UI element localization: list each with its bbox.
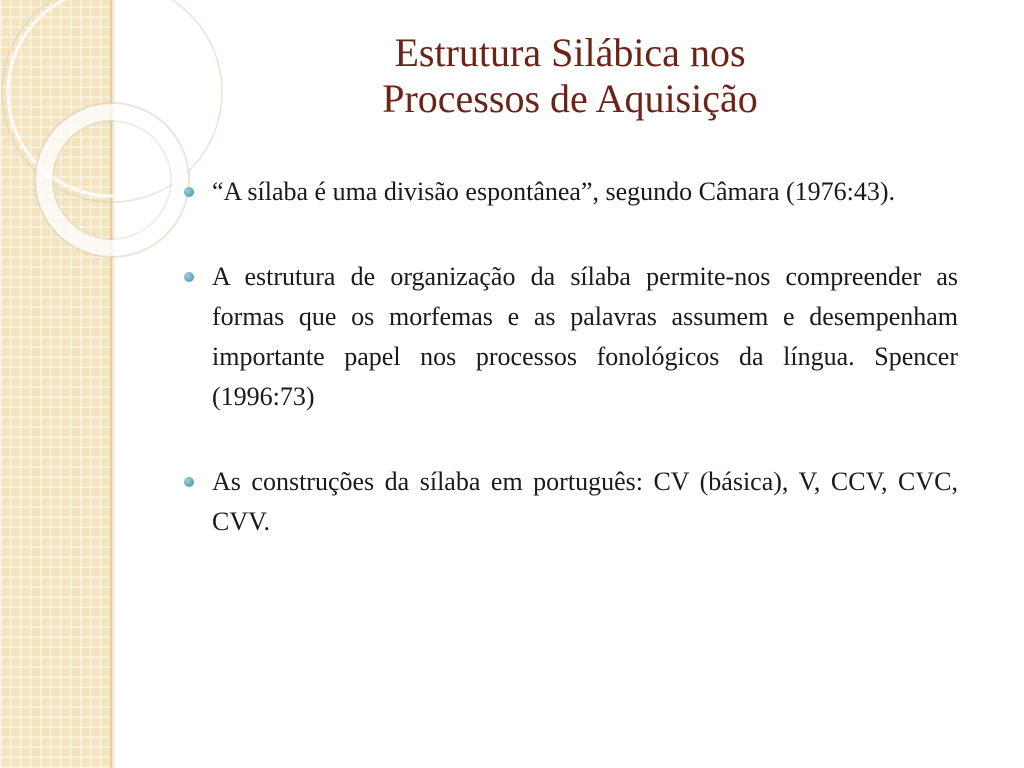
bullet-item-3 [178,462,958,542]
bullet-item-2 [178,257,958,417]
slide-title [240,30,900,122]
bullet-list [178,172,958,587]
round-bullet-icon [184,477,194,487]
slide-title-line-2: Processos de Aquisição [382,76,758,121]
bullet-text-1: “A sílaba é uma divisão espontânea”, segundo Câmara (1976:43). [212,177,896,206]
bullet-text-3: As construções da sílaba em português: CV (básica), V, CCV, CVC, CVV. [212,467,958,536]
round-bullet-icon [184,272,194,282]
thick-ring [44,112,180,248]
slide-title-line-1: Estrutura Silábica nos [394,30,746,75]
round-bullet-icon [184,187,194,197]
bullet-item-1 [178,172,958,212]
thick-ring-inner-outline [53,121,171,239]
bullet-text-2: A estrutura de organização da sílaba permite-nos compreender as formas que os morfemas e as palavras assumem e desempenham importante papel nos processos fonológicos da língua. Spencer (1996:73) [212,262,958,411]
